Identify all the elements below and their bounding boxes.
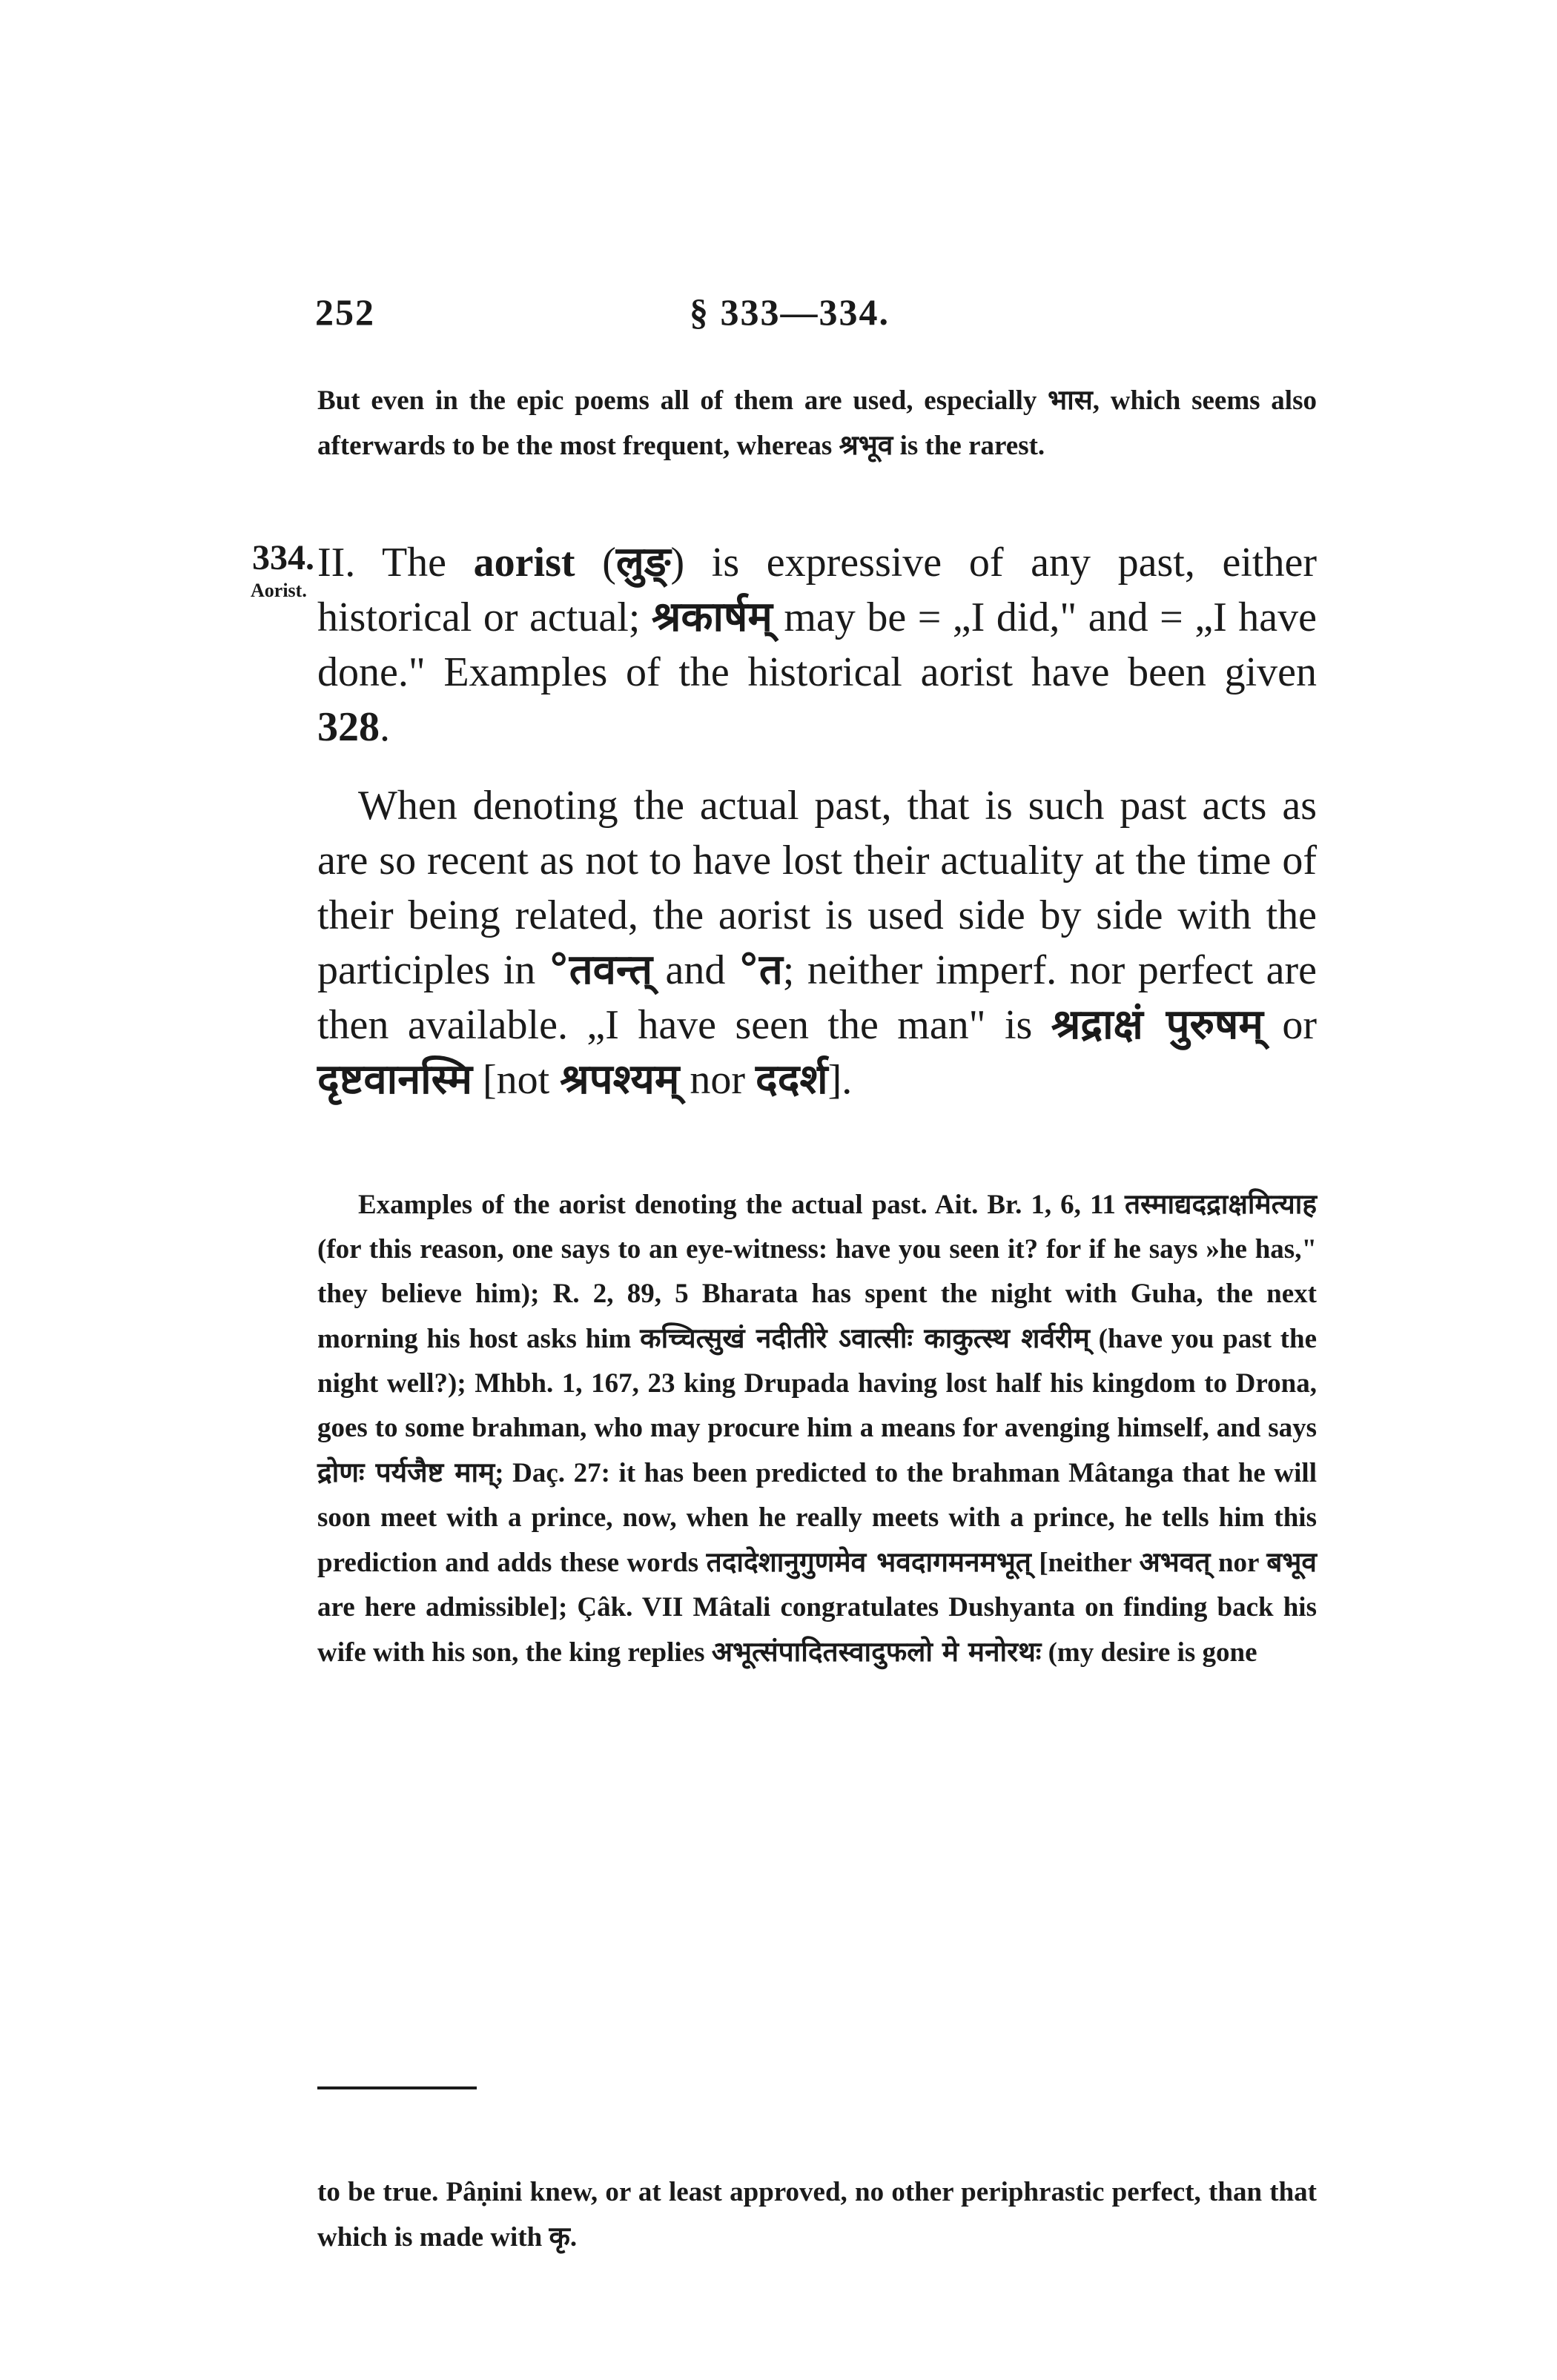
page-number: 252 bbox=[315, 291, 375, 333]
footnote bbox=[317, 2170, 1317, 2260]
text-run: ; neither imperf. nor perfect are then available. „I have seen the man" is bbox=[317, 947, 1317, 1048]
sanskrit-word: °तवन्त् bbox=[548, 946, 653, 994]
sanskrit-word: लुङ् bbox=[615, 538, 671, 586]
sanskrit-word: दृष्टवानस्मि bbox=[317, 1055, 472, 1104]
text-run: are here admissible]; Çâk. VII Mâtali congratulates Dushyanta on finding back his wife with his son, the king replies bbox=[317, 1592, 1317, 1668]
term-aorist: aorist bbox=[473, 540, 575, 586]
text-run: (have you past the night well?); Mhbh. 1, 167, 23 king Drupada having lost half his kingdom to Drona, goes to some brahman, who may procure him a means for avenging himself, and says bbox=[317, 1324, 1318, 1443]
sanskrit-word: तस्माद्यदद्राक्षमित्याह bbox=[1124, 1188, 1317, 1220]
sanskrit-word: अभूत्संपादितस्वादुफलो मे मनोरथः bbox=[711, 1636, 1042, 1668]
sanskrit-word: °त bbox=[738, 946, 783, 994]
sanskrit-word: भास bbox=[1048, 384, 1093, 416]
text-run: II. The bbox=[317, 540, 474, 586]
text-run: . bbox=[380, 704, 390, 750]
sanskrit-word: श्रभूव bbox=[839, 429, 893, 461]
sanskrit-word: श्रकार्षम् bbox=[651, 593, 773, 641]
text-run: When denoting the actual past, that is such past acts as are so recent as not to have lost their actuality at the time of their being related, the aorist is used side by side with the participles in bbox=[317, 783, 1317, 993]
margin-label: Aorist. bbox=[251, 580, 307, 601]
text-run: may be = „I did," and = „I have done." Examples of the historical aorist have been given bbox=[317, 594, 1317, 695]
cross-reference: 328 bbox=[317, 704, 380, 750]
text-run: is the rarest. bbox=[893, 431, 1045, 461]
footnote-divider bbox=[317, 2086, 477, 2089]
sanskrit-word: ददर्श bbox=[756, 1055, 828, 1104]
sanskrit-word: तदादेशानुगुणमेव भवदागमनमभूत् bbox=[706, 1546, 1031, 1578]
text-run: and bbox=[652, 947, 738, 993]
page-header bbox=[315, 291, 1316, 350]
text-run: [neither bbox=[1031, 1548, 1140, 1578]
intro-paragraph bbox=[317, 378, 1317, 468]
sanskrit-word: बभूव bbox=[1266, 1546, 1317, 1578]
sanskrit-word: श्रपश्यम् bbox=[560, 1055, 680, 1104]
text-run: nor bbox=[679, 1057, 756, 1103]
text-run: [not bbox=[472, 1057, 561, 1103]
text-run: ; Daç. 27: it has been predicted to the brahman Mâtanga that he will soon meet with a prince, now, when he really meets with a prince, he tells him this prediction and adds these words bbox=[317, 1458, 1317, 1578]
text-run: (my desire is gone bbox=[1041, 1637, 1257, 1668]
text-run: ( bbox=[575, 540, 616, 586]
sanskrit-word: कच्चित्सुखं नदीतीरे ऽवात्सीः काकुत्स्थ शर्वरीम् bbox=[640, 1322, 1090, 1354]
sanskrit-word: द्रोणः पर्यजैष्ट माम् bbox=[317, 1456, 495, 1488]
section-number: 334. bbox=[252, 538, 314, 577]
text-run: Examples of the aorist denoting the actual past. Ait. Br. 1, 6, 11 bbox=[358, 1190, 1125, 1220]
text-run: nor bbox=[1210, 1548, 1267, 1578]
text-run: . bbox=[569, 2222, 578, 2253]
text-run: ) is expressive of any past, either historical or actual; bbox=[317, 540, 1317, 640]
text-run: (for this reason, one says to an eye-witness: have you seen it? for if he says »he has," they believe him); R. 2, 89, 5 Bharata has spent the night with Guha, the next morning his host asks him bbox=[317, 1234, 1317, 1354]
text-run: But even in the epic poems all of them are used, especially bbox=[317, 385, 1048, 416]
text-run: or bbox=[1263, 1002, 1317, 1048]
text-run: ]. bbox=[827, 1057, 853, 1103]
running-head: § 333—334. bbox=[690, 291, 890, 333]
sanskrit-word: अभवत् bbox=[1139, 1546, 1211, 1578]
sanskrit-word: कृ bbox=[549, 2221, 570, 2253]
examples-paragraph bbox=[317, 1182, 1317, 1675]
text-run: , which seems also afterwards to be the most frequent, whereas bbox=[317, 385, 1317, 461]
sanskrit-word: श्रद्राक्षं पुरुषम् bbox=[1051, 1001, 1263, 1049]
section-334-paragraph bbox=[317, 535, 1317, 755]
actual-past-paragraph bbox=[317, 778, 1317, 1107]
text-run: to be true. Pâṇini knew, or at least approved, no other periphrastic perfect, than that which is made with bbox=[317, 2177, 1317, 2253]
